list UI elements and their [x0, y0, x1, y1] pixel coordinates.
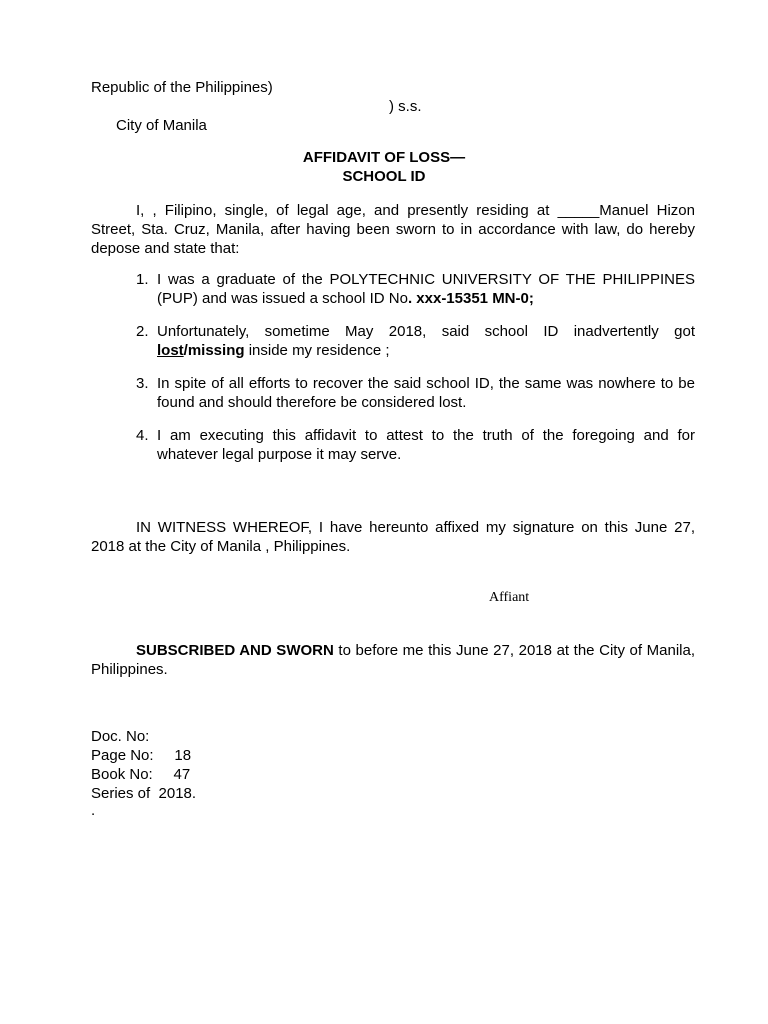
lost-word: lost	[157, 342, 184, 359]
statement-item-3	[136, 374, 695, 412]
subscribed-text: to before me this June 27, 2018 at the City of Manila, Philippines.	[91, 642, 696, 678]
statement-number: 2.	[136, 323, 149, 340]
subscribed-sworn-heading: SUBSCRIBED AND SWORN	[136, 642, 334, 659]
venue	[91, 78, 695, 154]
statement-number: 3.	[136, 375, 149, 392]
statement-text-tail: inside my residence ;	[248, 342, 390, 359]
venue-ss: ) s.s.	[389, 98, 422, 115]
statement-list	[136, 270, 695, 478]
document-subtitle: SCHOOL ID	[342, 168, 426, 185]
statement-text: I was a graduate of the POLYTECHNIC UNIVERSITY OF THE PHILIPPINES (PUP) and was issued a school ID No	[157, 271, 695, 307]
missing-word: /missing	[183, 342, 245, 359]
statement-item-4	[136, 426, 695, 464]
doc-no: Doc. No:	[91, 728, 150, 745]
school-id-number: . xxx-15351 MN-0;	[407, 290, 534, 307]
statement-number: 1.	[136, 271, 149, 288]
statement-text: I am executing this affidavit to attest to the truth of the foregoing and for whatever legal purpose it may serve.	[157, 427, 695, 463]
statement-item-2	[136, 322, 695, 360]
document-title: AFFIDAVIT OF LOSS—	[302, 149, 466, 166]
witness-paragraph: IN WITNESS WHEREOF, I have hereunto affixed my signature on this June 27, 2018 at the City of Manila , Philippines.	[91, 519, 695, 555]
subscribed-paragraph	[91, 641, 695, 679]
statement-number: 4.	[136, 427, 149, 444]
statement-item-1	[136, 270, 695, 308]
intro-paragraph: I, , Filipino, single, of legal age, and presently residing at _____Manuel Hizon Street, Sta. Cruz, Manila, after having been sworn to in accordance with law, do hereby depose and state that:	[91, 202, 695, 257]
statement-text: Unfortunately, sometime May 2018, said school ID inadvertently got	[157, 323, 695, 340]
venue-city-label: City of Manila	[116, 117, 207, 134]
series: Series of 2018.	[91, 785, 197, 802]
book-no: Book No: 47	[91, 766, 191, 783]
trailing-dot: .	[91, 802, 96, 819]
affiant-label: Affiant	[489, 590, 530, 605]
statement-text: In spite of all efforts to recover the said school ID, the same was nowhere to be found and should therefore be considered lost.	[157, 375, 695, 411]
notarial-details	[91, 727, 196, 803]
page-no: Page No: 18	[91, 747, 192, 764]
venue-republic: Republic of the Philippines)	[91, 79, 273, 96]
